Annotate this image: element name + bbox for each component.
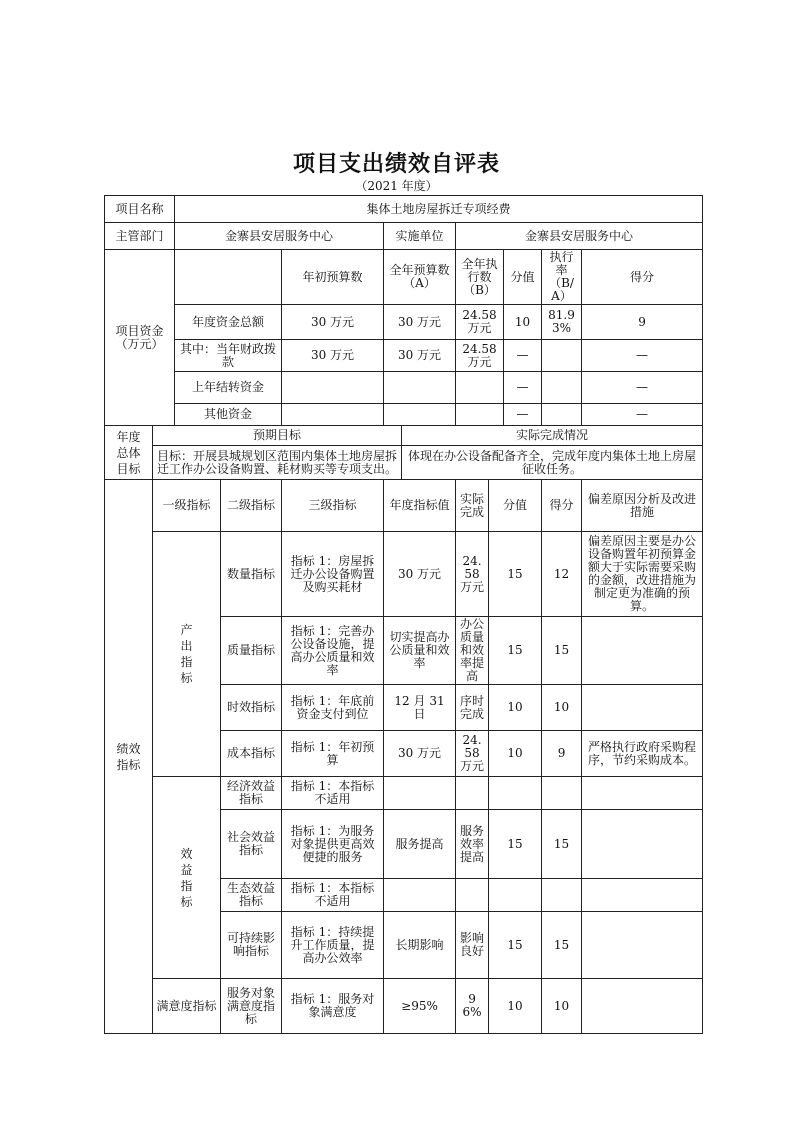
- funds-row-label: 其中：当年财政拨款: [175, 340, 282, 372]
- level3-cell: 指标 1：年底前资金支付到位: [282, 685, 384, 731]
- target-cell: [384, 777, 456, 810]
- score-cell: 10: [542, 979, 582, 1034]
- target-cell: ≥95%: [384, 979, 456, 1034]
- actual-cell: 96%: [456, 979, 489, 1034]
- perf-header-level2: 二级指标: [221, 480, 282, 532]
- goals-expected-header: 预期目标: [153, 426, 402, 446]
- perf-header-note: 偏差原因分析及改进措施: [582, 480, 703, 532]
- note-cell: 严格执行政府采购程序，节约采购成本。: [582, 731, 703, 777]
- funds-row-initial: [282, 404, 384, 426]
- funds-header-score-value: 分值: [504, 250, 542, 305]
- level2-cell: 经济效益指标: [221, 777, 282, 810]
- note-cell: [582, 685, 703, 731]
- level3-cell: 指标 1：本指标不适用: [282, 879, 384, 912]
- perf-header-score: 得分: [542, 480, 582, 532]
- funds-row: [105, 404, 703, 426]
- funds-header-score: 得分: [582, 250, 703, 305]
- score-value-cell: 15: [489, 912, 542, 979]
- funds-row-rate: [542, 340, 582, 372]
- goals-actual-text: 体现在办公设备配备齐全，完成年度内集体土地上房屋征收任务。: [402, 446, 703, 480]
- indicator-row: [105, 777, 703, 810]
- level3-cell: 指标 1：本指标不适用: [282, 777, 384, 810]
- target-cell: 长期影响: [384, 912, 456, 979]
- target-cell: 30 万元: [384, 731, 456, 777]
- level3-cell: 指标 1：服务对象满意度: [282, 979, 384, 1034]
- impl-unit-value: 金寨县安居服务中心: [456, 223, 703, 250]
- note-cell: 偏差原因主要是办公设备购置年初预算金额大于实际需要采购的金额，改进措施为制定更为准确的预算。: [582, 532, 703, 617]
- goals-expected-text: 目标：开展县城规划区范围内集体土地房屋拆迁工作办公设备购置、耗材购买等专项支出。: [153, 446, 402, 480]
- level2-cell: 生态效益指标: [221, 879, 282, 912]
- impl-unit-label: 实施单位: [384, 223, 456, 250]
- project-name-value: 集体土地房屋拆迁专项经费: [175, 196, 703, 223]
- funds-row-score: 9: [582, 305, 703, 340]
- funds-header-executed: 全年执行数（B）: [456, 250, 504, 305]
- performance-label: 绩效指标: [105, 480, 153, 1034]
- funds-label: 项目资金（万元）: [105, 250, 175, 426]
- funds-row-label: 上年结转资金: [175, 372, 282, 404]
- funds-row-rate: [542, 372, 582, 404]
- indicator-row: [105, 979, 703, 1034]
- score-value-cell: 10: [489, 685, 542, 731]
- funds-header-annual: 全年预算数（A）: [384, 250, 456, 305]
- score-value-cell: 15: [489, 532, 542, 617]
- funds-row-initial: 30 万元: [282, 305, 384, 340]
- actual-cell: 影响良好: [456, 912, 489, 979]
- funds-row: [105, 372, 703, 404]
- funds-row-label: 其他资金: [175, 404, 282, 426]
- level2-cell: 社会效益指标: [221, 810, 282, 879]
- indicator-row: [105, 532, 703, 617]
- funds-row-rate: 81.93%: [542, 305, 582, 340]
- perf-header-level1: 一级指标: [153, 480, 221, 532]
- level3-cell: 指标 1：房屋拆迁办公设备购置及购买耗材: [282, 532, 384, 617]
- note-cell: [582, 810, 703, 879]
- score-value-cell: 15: [489, 810, 542, 879]
- funds-row-score-value: —: [504, 372, 542, 404]
- note-cell: [582, 879, 703, 912]
- funds-row-executed: 24.58 万元: [456, 340, 504, 372]
- actual-cell: 办公质量和效率提高: [456, 617, 489, 685]
- page-subtitle: （2021 年度）: [355, 179, 438, 193]
- funds-row-executed: 24.58 万元: [456, 305, 504, 340]
- actual-cell: [456, 879, 489, 912]
- self-evaluation-table: [104, 195, 703, 1034]
- target-cell: [384, 879, 456, 912]
- level2-cell: 服务对象满意度指标: [221, 979, 282, 1034]
- level1-output: 产出指标: [153, 532, 221, 777]
- note-cell: [582, 912, 703, 979]
- level2-cell: 成本指标: [221, 731, 282, 777]
- funds-row-label: 年度资金总额: [175, 305, 282, 340]
- score-value-cell: [489, 879, 542, 912]
- funds-row-rate: [542, 404, 582, 426]
- funds-row-annual: 30 万元: [384, 305, 456, 340]
- perf-header-score-value: 分值: [489, 480, 542, 532]
- target-cell: 服务提高: [384, 810, 456, 879]
- score-cell: 15: [542, 617, 582, 685]
- funds-header-blank: [175, 250, 282, 305]
- actual-cell: 服务效率提高: [456, 810, 489, 879]
- dept-value: 金寨县安居服务中心: [175, 223, 384, 250]
- note-cell: [582, 777, 703, 810]
- perf-header-target: 年度指标值: [384, 480, 456, 532]
- score-cell: 9: [542, 731, 582, 777]
- note-cell: [582, 617, 703, 685]
- dept-label: 主管部门: [105, 223, 175, 250]
- level2-cell: 时效指标: [221, 685, 282, 731]
- level2-cell: 质量指标: [221, 617, 282, 685]
- actual-cell: 序时完成: [456, 685, 489, 731]
- score-value-cell: 10: [489, 979, 542, 1034]
- score-cell: [542, 777, 582, 810]
- score-value-cell: 10: [489, 731, 542, 777]
- perf-header-level3: 三级指标: [282, 480, 384, 532]
- goals-label: 年度总体目标: [105, 426, 153, 480]
- score-value-cell: [489, 777, 542, 810]
- funds-row-score: —: [582, 372, 703, 404]
- level1-benefit: 效益指标: [153, 777, 221, 979]
- level3-cell: 指标 1：持续提升工作质量，提高办公效率: [282, 912, 384, 979]
- actual-cell: 24.58 万元: [456, 731, 489, 777]
- funds-row-score-value: —: [504, 340, 542, 372]
- funds-row-initial: 30 万元: [282, 340, 384, 372]
- level3-cell: 指标 1：年初预算: [282, 731, 384, 777]
- funds-row-score: —: [582, 404, 703, 426]
- funds-row-initial: [282, 372, 384, 404]
- note-cell: [582, 979, 703, 1034]
- actual-cell: 24.58 万元: [456, 532, 489, 617]
- actual-cell: [456, 777, 489, 810]
- funds-row: [105, 305, 703, 340]
- funds-row-executed: [456, 372, 504, 404]
- score-cell: [542, 879, 582, 912]
- goals-actual-header: 实际完成情况: [402, 426, 703, 446]
- level2-cell: 数量指标: [221, 532, 282, 617]
- funds-row-executed: [456, 404, 504, 426]
- target-cell: 切实提高办公质量和效率: [384, 617, 456, 685]
- level2-cell: 可持续影响指标: [221, 912, 282, 979]
- score-cell: 15: [542, 810, 582, 879]
- funds-row-annual: [384, 404, 456, 426]
- funds-row-annual: 30 万元: [384, 340, 456, 372]
- page-title: 项目支出绩效自评表: [292, 151, 500, 177]
- score-value-cell: 15: [489, 617, 542, 685]
- funds-header-initial: 年初预算数: [282, 250, 384, 305]
- target-cell: 30 万元: [384, 532, 456, 617]
- level3-cell: 指标 1：为服务对象提供更高效便捷的服务: [282, 810, 384, 879]
- level1-satisfaction: 满意度指标: [153, 979, 221, 1034]
- perf-header-actual: 实际完成: [456, 480, 489, 532]
- funds-row-annual: [384, 372, 456, 404]
- funds-row-score: —: [582, 340, 703, 372]
- funds-row-score-value: —: [504, 404, 542, 426]
- funds-header-rate: 执行率（B/A）: [542, 250, 582, 305]
- score-cell: 10: [542, 685, 582, 731]
- funds-row: [105, 340, 703, 372]
- target-cell: 12 月 31 日: [384, 685, 456, 731]
- level3-cell: 指标 1：完善办公设备设施，提高办公质量和效率: [282, 617, 384, 685]
- score-cell: 12: [542, 532, 582, 617]
- score-cell: 15: [542, 912, 582, 979]
- funds-row-score-value: 10: [504, 305, 542, 340]
- project-name-label: 项目名称: [105, 196, 175, 223]
